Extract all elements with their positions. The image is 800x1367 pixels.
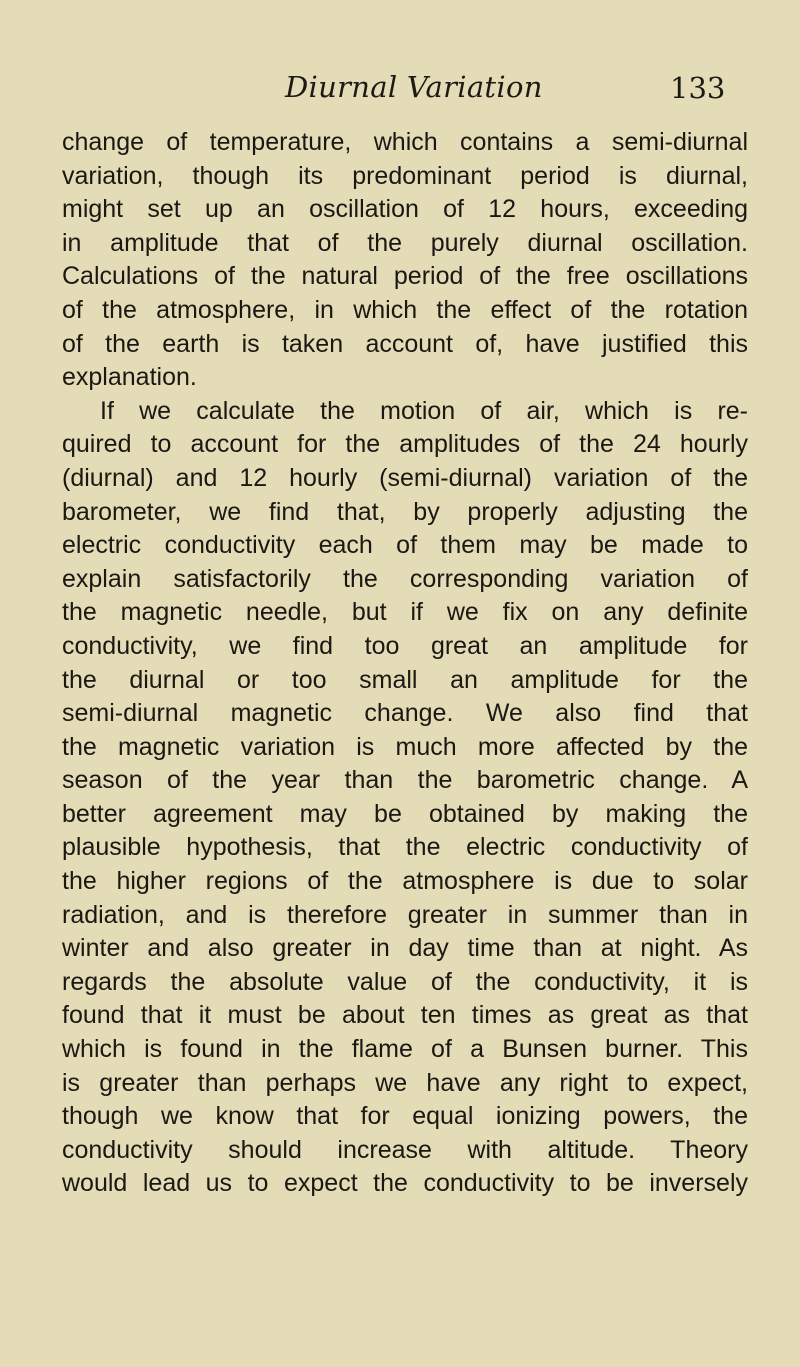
text-line: would lead us to expect the conductivity to be inversely — [62, 1169, 748, 1198]
text-line: Calculations of the natural period of the free oscillations — [62, 262, 748, 291]
text-line: the higher regions of the atmosphere is due to solar — [62, 867, 748, 896]
text-line: the magnetic variation is much more affected by the — [62, 732, 748, 761]
text-line: barometer, we find that, by properly adjusting the — [62, 497, 748, 526]
text-line: the diurnal or too small an amplitude for the — [62, 665, 748, 694]
page-number: 133 — [670, 71, 726, 105]
text-line: semi-diurnal magnetic change. We also find that — [62, 699, 748, 728]
text-line: radiation, and is therefore greater in summer than in — [62, 900, 748, 929]
text-line: quired to account for the amplitudes of the 24 hourly — [62, 430, 748, 459]
text-line: which is found in the flame of a Bunsen burner. This — [62, 1035, 748, 1064]
text-line: found that it must be about ten times as great as that — [62, 1001, 748, 1030]
text-line: variation, though its predominant period is diurnal, — [62, 161, 748, 190]
text-line: If we calculate the motion of air, which is re- — [100, 396, 748, 425]
text-line: conductivity, we find too great an amplitude for — [62, 631, 748, 660]
text-line: in amplitude that of the purely diurnal oscillation. — [62, 228, 748, 257]
text-line: of the atmosphere, in which the effect of the rotation — [62, 295, 748, 324]
text-line: electric conductivity each of them may be made to — [62, 531, 748, 560]
text-line: better agreement may be obtained by making the — [62, 799, 748, 828]
text-line: winter and also greater in day time than at night. As — [62, 934, 748, 963]
text-line: season of the year than the barometric change. A — [62, 766, 748, 795]
text-line: is greater than perhaps we have any right to expect, — [62, 1068, 748, 1097]
text-line: explain satisfactorily the corresponding variation of — [62, 564, 748, 593]
text-line: change of temperature, which contains a semi-diurnal — [62, 128, 748, 156]
text-line: plausible hypothesis, that the electric conductivity of — [62, 833, 748, 862]
text-line: of the earth is taken account of, have justified this — [62, 329, 748, 358]
text-line: regards the absolute value of the conductivity, it is — [62, 967, 748, 996]
body-text — [62, 126, 748, 1201]
running-head-title: Diurnal Variation — [285, 70, 543, 104]
text-line: (diurnal) and 12 hourly (semi-diurnal) variation of the — [62, 463, 748, 492]
text-line: the magnetic needle, but if we fix on any definite — [62, 598, 748, 627]
text-line: conductivity should increase with altitude. Theory — [62, 1135, 748, 1164]
running-head — [0, 70, 800, 114]
text-line: might set up an oscillation of 12 hours, exceeding — [62, 195, 748, 224]
text-line: though we know that for equal ionizing powers, the — [62, 1102, 748, 1131]
text-line: explanation. — [62, 363, 197, 392]
